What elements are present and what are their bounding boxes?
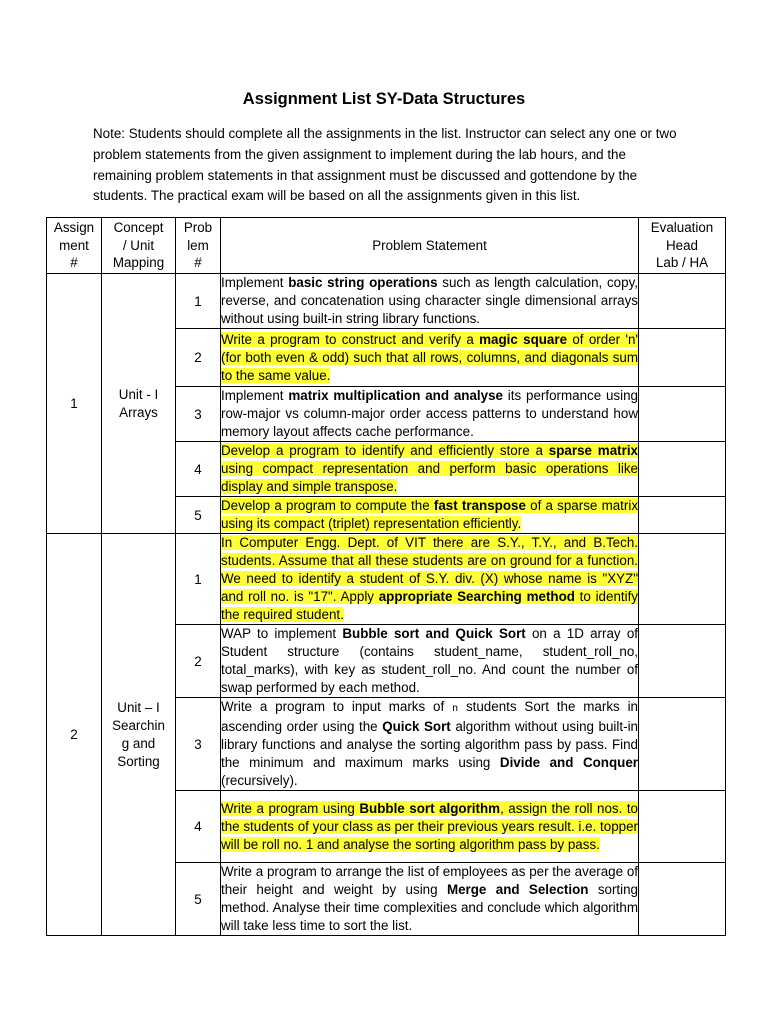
header-statement: Problem Statement (221, 218, 639, 274)
problem-number: 2 (176, 625, 221, 698)
table-row (47, 534, 726, 625)
problem-number: 1 (176, 274, 221, 329)
problem-statement: WAP to implement Bubble sort and Quick Sort on a 1D array of Student structure (contains student_name, student_roll_no, total_marks), with key as student_roll_no. And count the number of swap performed by each method. (221, 625, 639, 698)
problem-number: 1 (176, 534, 221, 625)
evaluation-cell (639, 534, 726, 625)
header-assignment: Assign ment # (47, 218, 102, 274)
concept-mapping: Unit - I Arrays (102, 274, 176, 534)
problem-statement: Write a program to input marks of n students Sort the marks in ascending order using the Quick Sort algorithm without using built-in library functions and analyse the sorting algorithm pass by pass. Find the minimum and maximum marks using Divide and Conquer (recursively). (221, 698, 639, 791)
problem-number: 5 (176, 863, 221, 936)
evaluation-cell (639, 791, 726, 863)
problem-statement: In Computer Engg. Dept. of VIT there are S.Y., T.Y., and B.Tech. students. Assume that all these students are on ground for a function. We need to identify a student of S.Y. div. (X) whose name is "XYZ" and roll no. is "17". Apply appropriate Searching method to identify the required student. (221, 534, 639, 625)
evaluation-cell (639, 698, 726, 791)
problem-statement: Write a program to arrange the list of employees as per the average of their height and weight by using Merge and Selection sorting method. Analyse their time complexities and conclude which algorithm will take less time to sort the list. (221, 863, 639, 936)
concept-mapping: Unit – I Searchin g and Sorting (102, 534, 176, 936)
problem-statement: Implement basic string operations such as length calculation, copy, reverse, and concatenation using character single dimensional arrays without using built-in string library functions. (221, 274, 639, 329)
assignment-table (46, 217, 726, 936)
note-paragraph: Note: Students should complete all the assignments in the list. Instructor can select any one or two problem statements from the given assignment to implement during the lab hours, and the remaining problem statements in that assignment must be discussed and gottendone by the students. The practical exam will be based on all the assignments given in this list. (93, 126, 677, 204)
problem-statement: Write a program using Bubble sort algorithm, assign the roll nos. to the students of your class as per their previous years result. i.e. topper will be roll no. 1 and analyse the sorting algorithm pass by pass. (221, 791, 639, 863)
problem-number: 4 (176, 442, 221, 497)
header-concept: Concept / Unit Mapping (102, 218, 176, 274)
table-header-row (47, 218, 726, 274)
assignment-number: 1 (47, 274, 102, 534)
header-problem-no: Prob lem # (176, 218, 221, 274)
problem-statement: Implement matrix multiplication and analyse its performance using row-major vs column-major order access patterns to understand how memory layout affects cache performance. (221, 387, 639, 442)
problem-number: 2 (176, 329, 221, 387)
evaluation-cell (639, 625, 726, 698)
problem-statement: Develop a program to identify and efficiently store a sparse matrix using compact representation and perform basic operations like display and simple transpose. (221, 442, 639, 497)
evaluation-cell (639, 387, 726, 442)
evaluation-cell (639, 497, 726, 534)
page-title: Assignment List SY-Data Structures (242, 90, 526, 108)
evaluation-cell (639, 863, 726, 936)
problem-number: 3 (176, 387, 221, 442)
problem-statement: Write a program to construct and verify a magic square of order 'n' (for both even & odd) such that all rows, columns, and diagonals sum to the same value. (221, 329, 639, 387)
problem-statement: Develop a program to compute the fast transpose of a sparse matrix using its compact (triplet) representation efficiently. (221, 497, 639, 534)
header-evaluation: Evaluation Head Lab / HA (639, 218, 726, 274)
problem-number: 5 (176, 497, 221, 534)
problem-number: 3 (176, 698, 221, 791)
assignment-number: 2 (47, 534, 102, 936)
evaluation-cell (639, 274, 726, 329)
evaluation-cell (639, 442, 726, 497)
evaluation-cell (639, 329, 726, 387)
problem-number: 4 (176, 791, 221, 863)
table-row (47, 274, 726, 329)
